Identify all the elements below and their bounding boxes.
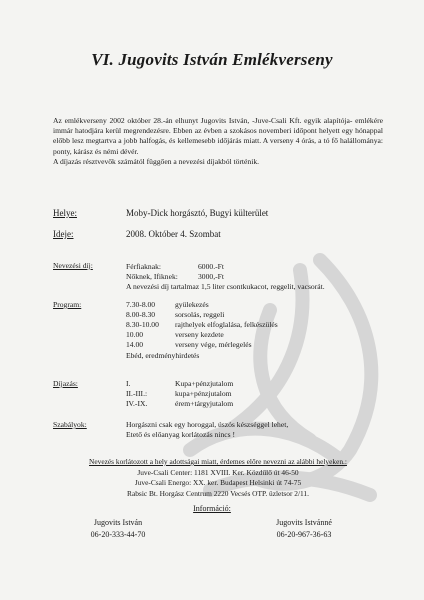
fee-men-label: Férfiaknak: (126, 262, 162, 271)
program-time: 8.00-8.30 (126, 310, 156, 319)
fee-men-value: 6000.-Ft (198, 262, 224, 271)
prize-reward: Kupa+pénzjutalom (175, 379, 234, 388)
fee-women-label: Nőknek, Ifiknek: (126, 272, 178, 281)
registration-notice (53, 457, 383, 499)
program-time: 8.30-10.00 (126, 320, 159, 329)
rules-line: Etető és előanyag korlátozás nincs ! (126, 430, 236, 439)
prizes-label-row (53, 379, 78, 389)
prizes-label: Díjazás: (53, 379, 78, 388)
info-heading: Információ: (193, 504, 231, 513)
date-label: Ideje: (53, 229, 74, 239)
program-time: 7.30-8.00 (126, 300, 156, 309)
notice-place: Juve-Csali Center: 1181 XVIII. Ker. Közdűlő út 46-50 (137, 467, 299, 477)
program-time: 14.00 (126, 340, 144, 349)
date-value: 2008. Október 4. Szombat (126, 229, 221, 239)
notice-place: Rabsic Bt. Horgász Centrum 2220 Vecsés OTP. üzletsor 2/11. (127, 488, 309, 498)
rules-label: Szabályok: (53, 420, 87, 429)
program-desc: gyülekezés (175, 300, 209, 309)
notice-place: Juve-Csali Energo: XX. ker. Budapest Helsinki út 74-75 (134, 478, 302, 487)
program-dinner: Ebéd, eredményhirdetés (126, 351, 200, 360)
intro-paragraph: Az emlékverseny 2002 október 28.-án elhunyt Jugovits István, -Juve-Csali Kft. egyik alapítója- emlékére immár hatodjára kerül megrendezésre. Ebben az évben a szokásos novemberi időpont helyett egy hónappal előbb lesz megtartva a jobb halfogás, és kellemesebb időjárás miatt. A verseny 4 órás, a tó fő halállománya: ponty, kárász és némi dévér. (53, 116, 383, 156)
prize-reward: kupa+pénzjutalom (175, 389, 232, 398)
date-row (53, 229, 74, 239)
program-desc: verseny kezdete (175, 330, 224, 339)
venue-label: Helye: (53, 208, 77, 218)
venue-value: Moby-Dick horgásztó, Bugyi külterület (126, 208, 269, 218)
program-desc: rajthelyek elfoglalása, felkészülés (175, 320, 278, 329)
venue-row (53, 208, 77, 218)
program-desc: sorsolás, reggeli (175, 310, 225, 319)
program-desc: verseny vége, mérlegelés (175, 340, 252, 349)
contact-card (58, 517, 178, 541)
contact-phone: 06-20-967-36-63 (276, 530, 332, 539)
fee-note: A nevezési díj tartalmaz 1,5 liter csontkukacot, reggelit, vacsorát. (126, 282, 325, 291)
prize-reward: érem+tárgyjutalom (175, 399, 234, 408)
rules-line: Horgászni csak egy horoggal, úszós készséggel lehet, (126, 420, 289, 429)
contact-name: Jugovits István (93, 518, 143, 527)
contact-phone: 06-20-333-44-70 (90, 530, 146, 539)
program-label-row (53, 300, 81, 310)
prize-place: IV.-IX. (126, 399, 148, 408)
page-title: VI. Jugovits István Emlékverseny (91, 50, 333, 69)
intro-text (53, 116, 383, 167)
rules-label-row (53, 420, 87, 430)
program-time: 10.00 (126, 330, 144, 339)
intro-prize-sentence: A díjazás résztvevők számától függően a nevezési díjakból történik. (53, 156, 260, 166)
prize-place: II.-III.: (126, 389, 148, 398)
contact-card (244, 517, 364, 541)
contact-name: Jugovits Istvánné (276, 518, 332, 527)
fee-label: Nevezési díj: (53, 261, 93, 270)
prize-place: I. (126, 379, 131, 388)
notice-heading: Nevezés korlátozott a hely adottságai miatt, érdemes előre nevezni az alábbi helyeken.: (89, 457, 347, 466)
program-label: Program: (53, 300, 82, 309)
fee-women-value: 3000,-Ft (198, 272, 224, 281)
fee-label-row (53, 261, 93, 271)
